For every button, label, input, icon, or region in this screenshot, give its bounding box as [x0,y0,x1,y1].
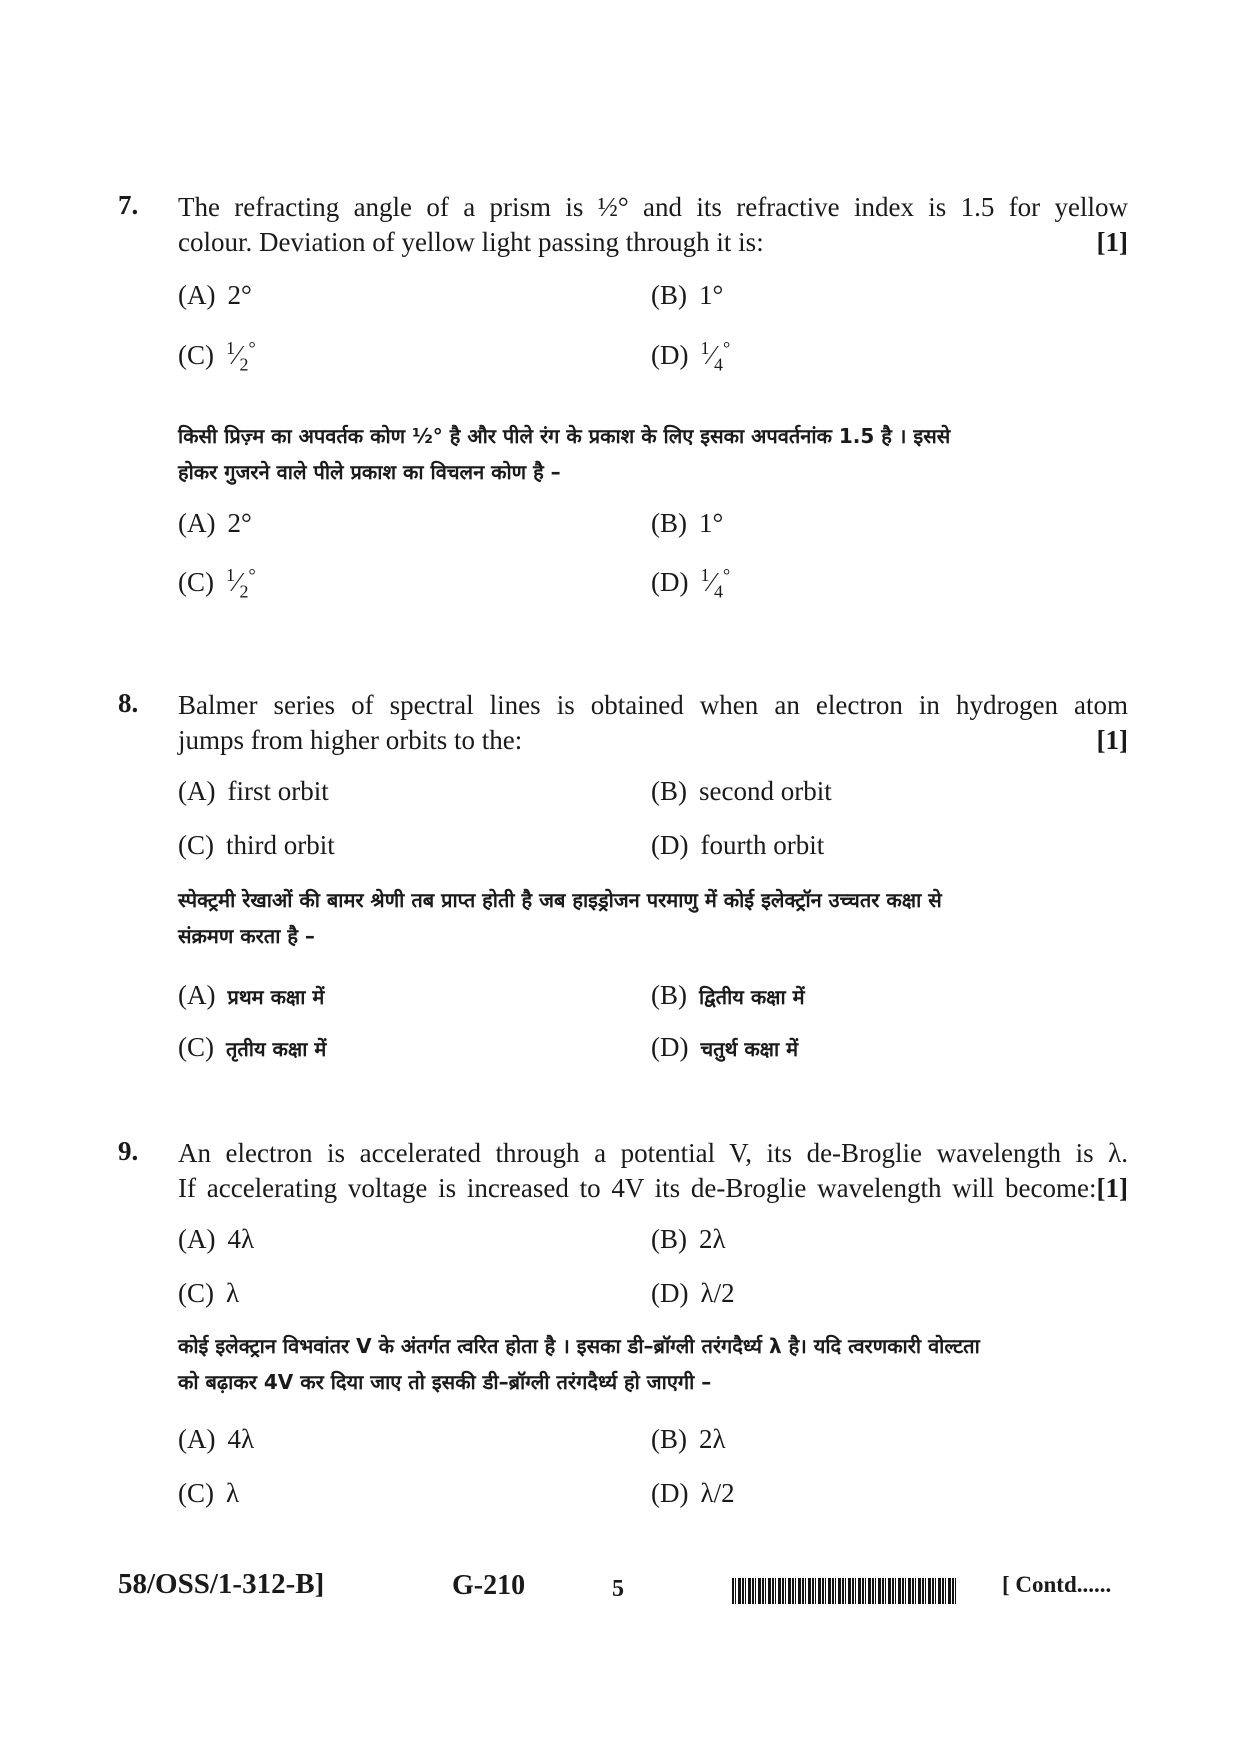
paper-code: 58/OSS/1-312-B] [118,1568,325,1600]
option-label: (D) [651,567,689,597]
question-number: 9. [118,1136,139,1166]
option-c [178,1478,239,1509]
option-c [178,338,256,375]
fraction: $^1⁄_2^\circ$ [226,565,256,602]
question-9 [118,1136,1128,1510]
option-a [178,280,252,311]
option-label: (D) [651,1278,689,1308]
option-label: (D) [651,830,689,860]
option-label: (B) [651,1224,687,1254]
option-label: (D) [651,1032,689,1062]
option-value: second orbit [699,776,832,806]
option-label: (C) [178,1478,214,1508]
option-c [178,1278,239,1309]
option-b [651,508,723,539]
option-label: (C) [178,1032,214,1062]
option-value: third orbit [226,830,335,860]
option-value: 1° [699,280,724,310]
question-8 [118,688,1128,1064]
option-value: first orbit [227,776,329,806]
option-value: fourth orbit [700,830,825,860]
option-d [651,1278,735,1309]
option-value: 4λ [227,1224,255,1254]
series-code: G-210 [452,1570,526,1601]
question-line: Balmer series of spectral lines is obtained when an electron in hydrogen atom [178,690,1128,720]
option-value: चतुर्थ कक्षा में [700,1037,799,1061]
hindi-line: को बढ़ाकर 4V कर दिया जाए तो इसकी डी–ब्रॉग्ली तरंगदैर्ध्य हो जाएगी – [178,1370,712,1394]
option-d [651,338,730,375]
option-label: (C) [178,830,214,860]
option-label: (B) [651,508,687,538]
option-d [651,830,824,861]
question-text [178,723,1128,758]
question-7 [118,190,1128,610]
options [178,758,1128,868]
hindi-question-text [178,882,1128,954]
option-b [651,280,723,311]
option-b [651,1224,726,1255]
page-number: 5 [612,1576,624,1602]
option-value: 2λ [699,1224,726,1254]
option-d [651,1032,798,1063]
question-text [178,688,1128,723]
option-value: 2° [227,280,252,310]
option-c [178,830,335,861]
option-value: तृतीय कक्षा में [226,1037,327,1061]
option-b [651,980,805,1011]
option-label: (A) [178,1224,216,1254]
option-value: 4λ [227,1424,255,1454]
denominator: 2 [239,581,249,602]
denominator: 2 [239,354,249,375]
option-label: (B) [651,980,687,1010]
fraction: $^1⁄_4^\circ$ [700,565,731,602]
question-text [178,190,1128,225]
question-text [178,1171,1128,1206]
option-label: (C) [178,340,214,370]
hindi-line: होकर गुजरने वाले पीले प्रकाश का विचलन कोण है – [178,460,561,484]
option-value: 1° [699,508,724,538]
option-label: (C) [178,567,214,597]
option-value: λ/2 [700,1278,735,1308]
option-label: (C) [178,1278,214,1308]
question-line: colour. Deviation of yellow light passing through it is: [178,227,764,257]
hindi-line: संक्रमण करता है – [178,924,315,948]
hindi-question-text [178,418,1128,490]
option-value: λ [226,1278,240,1308]
option-b [651,1424,726,1455]
hindi-line: किसी प्रिज़्म का अपवर्तक कोण ½° है और पीले रंग के प्रकाश के लिए इसका अपवर्तनांक 1.5 है । इससे [178,424,951,448]
numerator: 1 [226,565,235,585]
option-label: (A) [178,980,216,1010]
question-line: jumps from higher orbits to the: [178,725,523,755]
numerator: 1 [700,565,710,585]
option-label: (B) [651,280,687,310]
options [178,260,1128,390]
options [178,1206,1128,1316]
hindi-options [178,1400,1128,1510]
option-value: 2λ [699,1424,726,1454]
option-value: 2° [227,508,252,538]
denominator: 4 [714,581,723,602]
hindi-line: स्पेक्ट्रमी रेखाओं की बामर श्रेणी तब प्राप्त होती है जब हाइड्रोजन परमाणु में कोई इलेक्ट्रॉन उच्चतर कक्षा से [178,888,942,912]
hindi-line: कोई इलेक्ट्रान विभवांतर V के अंतर्गत त्वरित होता है । इसका डी–ब्रॉग्ली तरंगदैर्ध्य λ है। यदि त्वरणकारी वोल्टता [178,1334,980,1358]
option-c [178,565,256,602]
option-a [178,1224,254,1255]
option-label: (A) [178,776,216,806]
option-label: (A) [178,1424,216,1454]
option-a [178,1424,254,1455]
option-value: द्वितीय कक्षा में [699,985,805,1009]
marks: [1] [1096,227,1128,257]
continued-label: [ Contd...... [1002,1572,1112,1597]
question-line: The refracting angle of a prism is ½° and its refractive index is 1.5 for yellow [178,192,1128,222]
hindi-options [178,954,1128,1064]
option-label: (B) [651,776,687,806]
marks: [1] [1096,725,1128,755]
hindi-question-text [178,1328,1128,1400]
marks: [1] [1096,1173,1128,1203]
option-label: (A) [178,280,216,310]
question-number: 8. [118,688,139,718]
option-a [178,776,329,807]
option-label: (B) [651,1424,687,1454]
option-a [178,508,252,539]
fraction: $^1⁄_2^\circ$ [226,338,256,375]
question-text [178,1136,1128,1171]
numerator: 1 [700,338,710,358]
barcode [732,1578,958,1604]
hindi-options [178,490,1128,610]
question-line: If accelerating voltage is increased to 4V its de-Broglie wavelength will become: [178,1173,1097,1203]
fraction: $^1⁄_4^\circ$ [700,338,731,375]
question-line: An electron is accelerated through a potential V, its de-Broglie wavelength is λ. [178,1138,1128,1168]
numerator: 1 [226,338,235,358]
option-value: λ [226,1478,240,1508]
denominator: 4 [714,354,723,375]
option-label: (D) [651,340,689,370]
option-label: (D) [651,1478,689,1508]
option-value: λ/2 [700,1478,735,1508]
option-d [651,565,730,602]
option-d [651,1478,735,1509]
question-text [178,225,1128,260]
question-number: 7. [118,190,139,220]
option-label: (A) [178,508,216,538]
option-a [178,980,324,1011]
option-c [178,1032,326,1063]
option-value: प्रथम कक्षा में [227,985,325,1009]
option-b [651,776,832,807]
